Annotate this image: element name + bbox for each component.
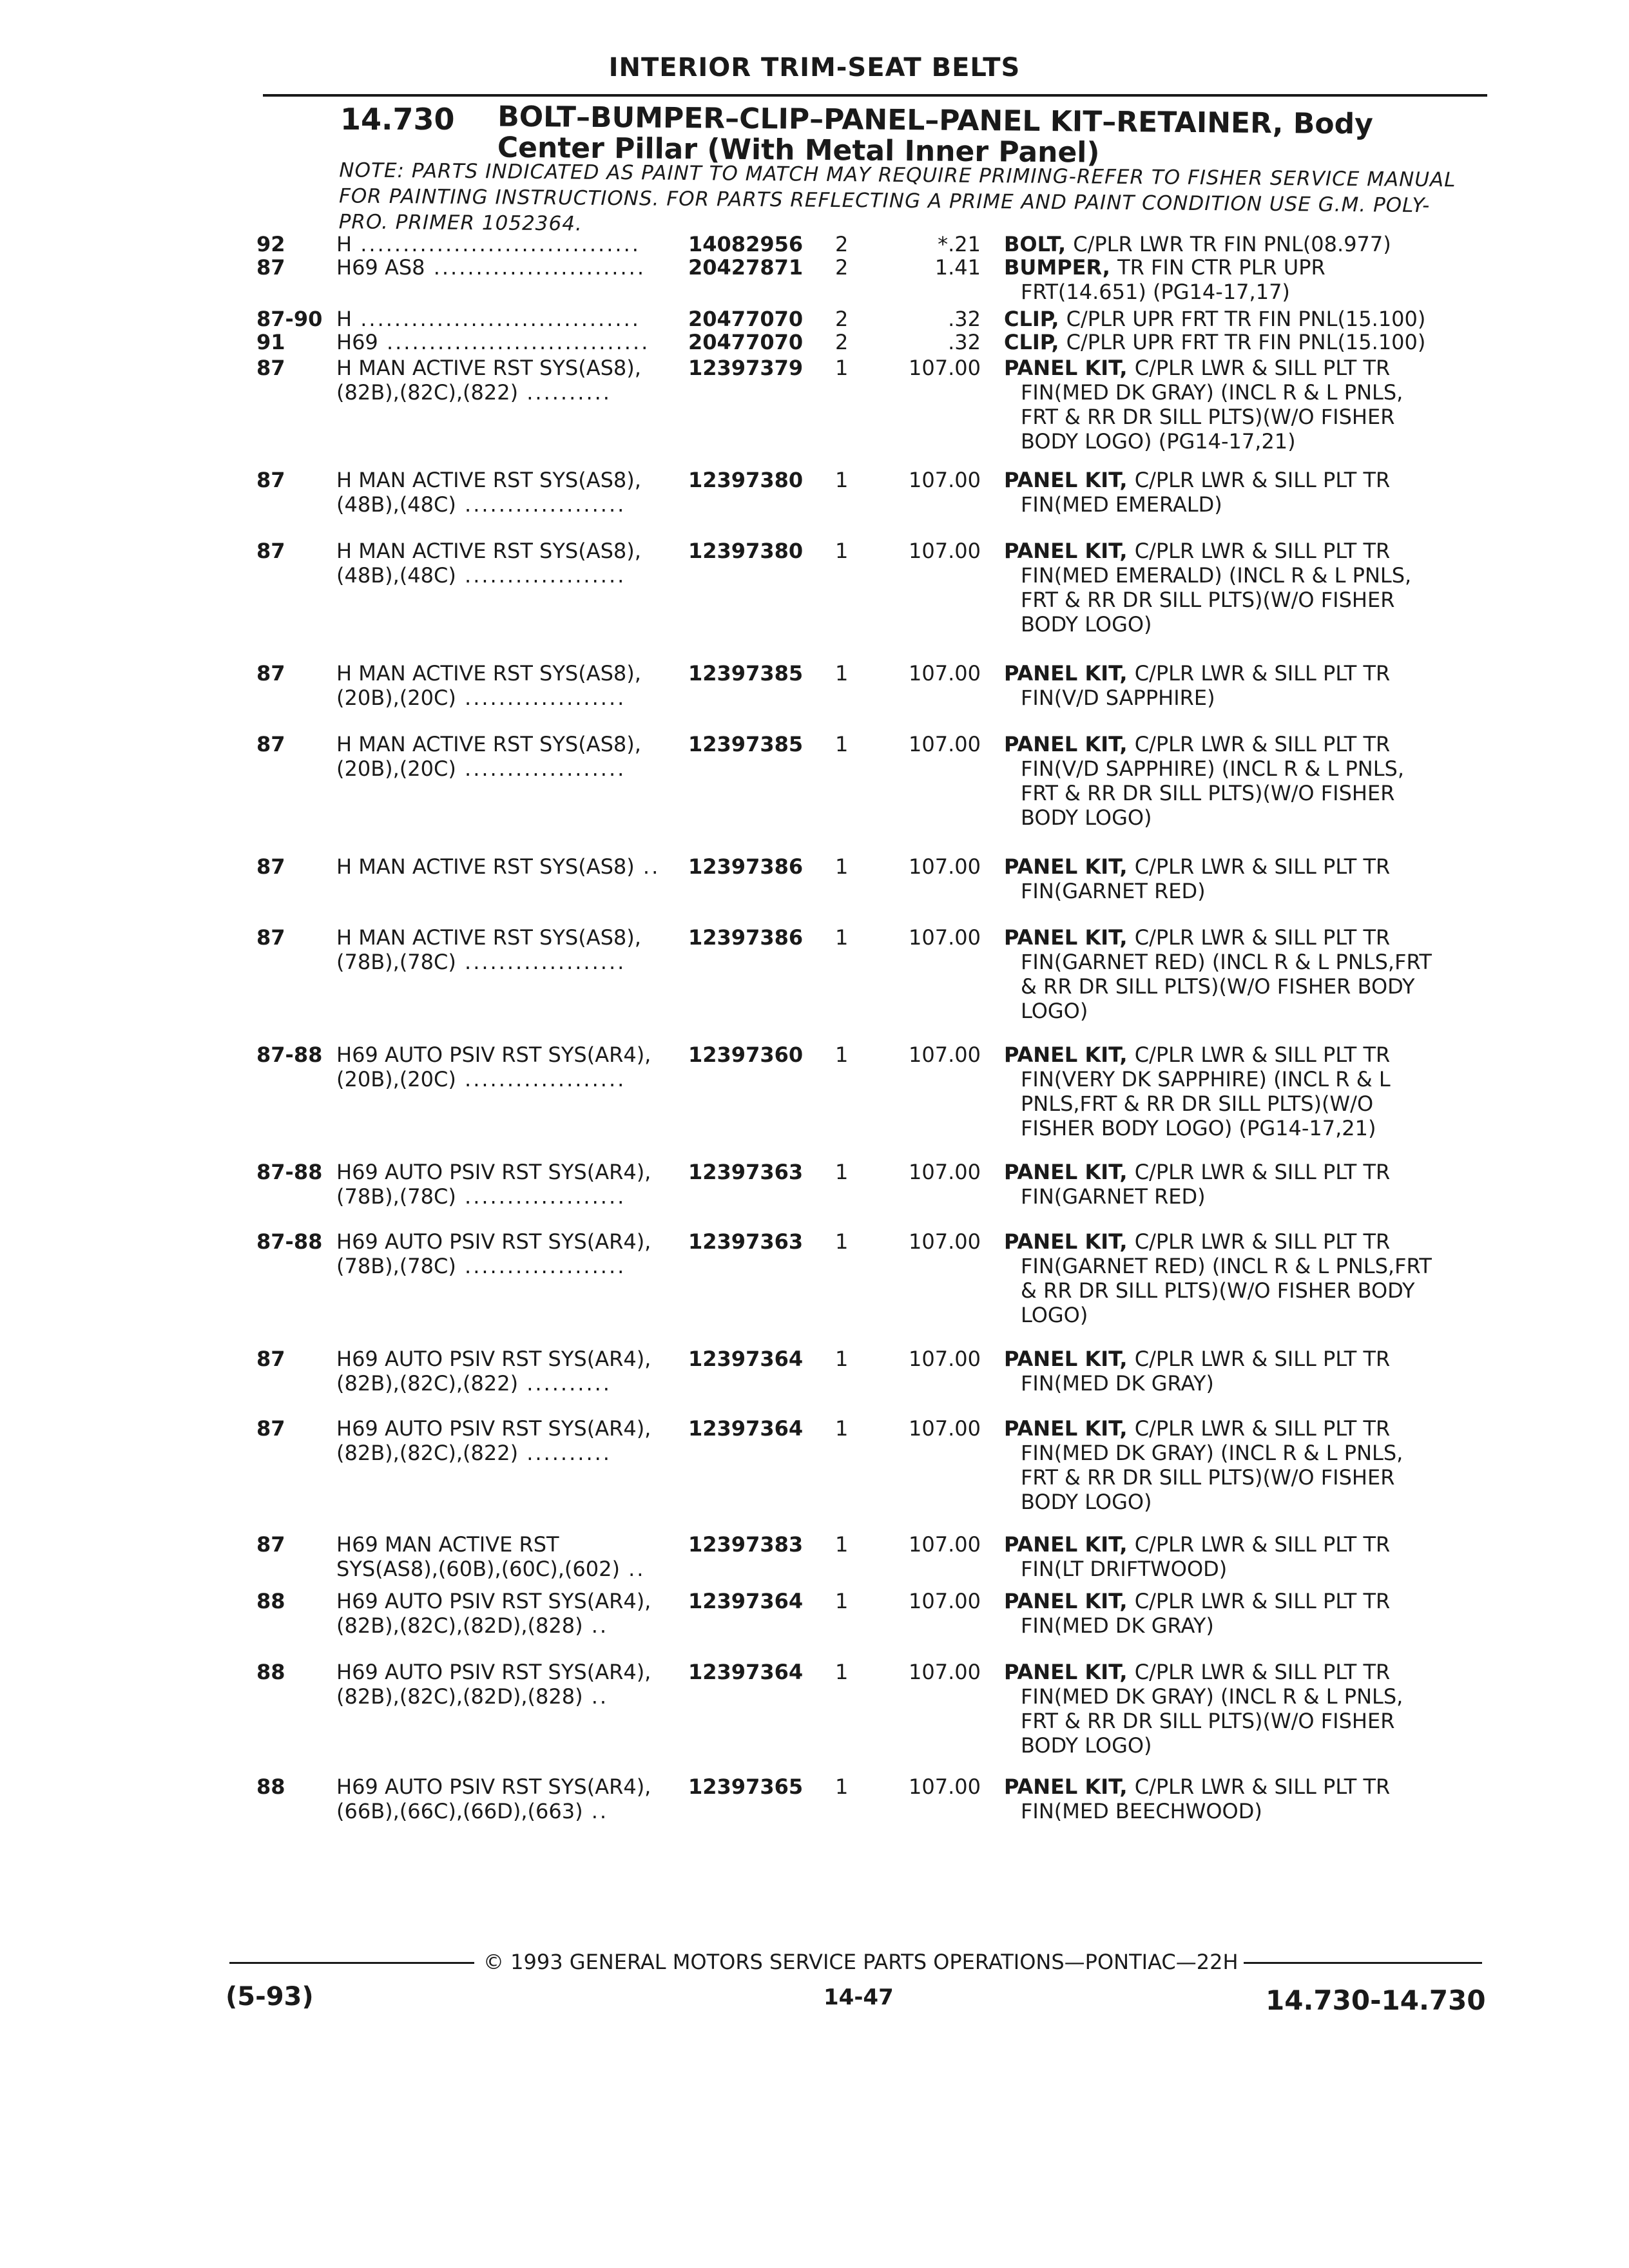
application-line: (82B),(82C),(82D),(828) .. <box>336 1613 609 1638</box>
application-line: (48B),(48C) ................... <box>336 563 626 588</box>
part-price: 107.00 <box>909 1416 981 1441</box>
description-line: PANEL KIT, C/PLR LWR & SILL PLT TR <box>1004 1043 1391 1067</box>
leader-dots: .......... <box>518 1371 612 1396</box>
description-line: FRT & RR DR SILL PLTS)(W/O FISHER <box>1021 1709 1395 1733</box>
part-description <box>1004 468 1481 517</box>
part-name: PANEL KIT, <box>1004 1043 1135 1067</box>
part-description <box>1004 732 1481 830</box>
leader-dots: ................... <box>456 1254 626 1278</box>
application-line: H69 AUTO PSIV RST SYS(AR4), <box>336 1589 651 1613</box>
part-year: 87 <box>256 539 285 563</box>
description-line: PANEL KIT, C/PLR LWR & SILL PLT TR <box>1004 925 1391 950</box>
part-price: 1.41 <box>934 255 981 280</box>
description-line: CLIP, C/PLR UPR FRT TR FIN PNL(15.100) <box>1004 330 1426 354</box>
description-line: FIN(MED DK GRAY) (INCL R & L PNLS, <box>1021 1684 1403 1709</box>
part-number: 12397363 <box>688 1160 804 1184</box>
application-line: SYS(AS8),(60B),(60C),(602) .. <box>336 1557 646 1581</box>
part-name: PANEL KIT, <box>1004 1416 1135 1441</box>
application-line: (82B),(82C),(822) .......... <box>336 1371 612 1396</box>
part-description <box>1004 539 1481 637</box>
part-description <box>1004 1416 1481 1514</box>
description-line: BODY LOGO) <box>1021 805 1152 830</box>
description-line: FIN(GARNET RED) <box>1021 1184 1206 1209</box>
part-application <box>336 1043 678 1091</box>
description-line: BODY LOGO) <box>1021 1733 1152 1758</box>
part-name: PANEL KIT, <box>1004 468 1135 492</box>
part-quantity: 1 <box>835 468 849 492</box>
description-line: FISHER BODY LOGO) (PG14-17,21) <box>1021 1116 1376 1140</box>
part-name: PANEL KIT, <box>1004 1589 1135 1613</box>
application-line: H ................................. <box>336 232 641 256</box>
part-name: PANEL KIT, <box>1004 1774 1135 1799</box>
footer-copyright: © 1993 GENERAL MOTORS SERVICE PARTS OPERATIONS—PONTIAC—22H <box>483 1950 1239 1974</box>
application-line: H69 AUTO PSIV RST SYS(AR4), <box>336 1774 651 1799</box>
application-line: H69 AUTO PSIV RST SYS(AR4), <box>336 1347 651 1371</box>
application-line: H69 AS8 ......................... <box>336 255 646 280</box>
description-line: FIN(MED DK GRAY) (INCL R & L PNLS, <box>1021 380 1403 405</box>
part-quantity: 1 <box>835 539 849 563</box>
application-line: H MAN ACTIVE RST SYS(AS8), <box>336 661 641 686</box>
footer-page-number: 14-47 <box>824 1984 894 2010</box>
description-line: FIN(VERY DK SAPPHIRE) (INCL R & L <box>1021 1067 1391 1091</box>
leader-dots: ................... <box>456 1184 626 1209</box>
description-line: FIN(V/D SAPPHIRE) <box>1021 686 1215 710</box>
description-line: PANEL KIT, C/PLR LWR & SILL PLT TR <box>1004 356 1391 380</box>
part-description <box>1004 307 1481 331</box>
application-line: H69 AUTO PSIV RST SYS(AR4), <box>336 1229 651 1254</box>
description-line: PANEL KIT, C/PLR LWR & SILL PLT TR <box>1004 468 1391 492</box>
leader-dots: ......................... <box>425 255 646 280</box>
part-application <box>336 468 678 517</box>
application-line: (82B),(82C),(822) .......... <box>336 380 612 405</box>
part-application <box>336 1589 678 1638</box>
description-line: BODY LOGO) <box>1021 1490 1152 1514</box>
part-quantity: 1 <box>835 1416 849 1441</box>
part-price: 107.00 <box>909 1589 981 1613</box>
description-line: PANEL KIT, C/PLR LWR & SILL PLT TR <box>1004 1589 1391 1613</box>
application-line: (82B),(82C),(82D),(828) .. <box>336 1684 609 1709</box>
section-title: BOLT–BUMPER–CLIP–PANEL–PANEL KIT–RETAINER, Body Center Pillar (With Metal Inner Panel) <box>497 100 1373 169</box>
part-number: 12397364 <box>688 1589 804 1613</box>
description-line: PANEL KIT, C/PLR LWR & SILL PLT TR <box>1004 1160 1391 1184</box>
part-price: 107.00 <box>909 854 981 879</box>
part-name: CLIP, <box>1004 330 1066 354</box>
part-description <box>1004 1774 1481 1823</box>
part-quantity: 1 <box>835 1532 849 1557</box>
application-line: H69 AUTO PSIV RST SYS(AR4), <box>336 1660 651 1684</box>
part-number: 12397380 <box>688 468 804 492</box>
part-year: 87-88 <box>256 1160 323 1184</box>
part-application <box>336 854 678 879</box>
description-line: FIN(MED DK GRAY) <box>1021 1371 1214 1396</box>
part-quantity: 1 <box>835 1043 849 1067</box>
part-name: PANEL KIT, <box>1004 925 1135 950</box>
part-number: 12397385 <box>688 732 804 756</box>
part-number: 12397365 <box>688 1774 804 1799</box>
leader-dots: .......... <box>518 380 612 405</box>
part-number: 12397360 <box>688 1043 804 1067</box>
part-price: 107.00 <box>909 925 981 950</box>
part-application <box>336 732 678 781</box>
application-line: H MAN ACTIVE RST SYS(AS8), <box>336 925 641 950</box>
application-line: H MAN ACTIVE RST SYS(AS8), <box>336 468 641 492</box>
application-line: H MAN ACTIVE RST SYS(AS8), <box>336 732 641 756</box>
application-line: H69 ............................... <box>336 330 650 354</box>
part-price: .32 <box>948 307 981 331</box>
part-application <box>336 1774 678 1823</box>
part-number: 12397379 <box>688 356 804 380</box>
part-year: 87 <box>256 854 285 879</box>
part-year: 87 <box>256 356 285 380</box>
part-year: 87 <box>256 661 285 686</box>
description-line: FRT & RR DR SILL PLTS)(W/O FISHER <box>1021 588 1395 612</box>
footer-section-range: 14.730-14.730 <box>1266 1984 1486 2016</box>
part-year: 87 <box>256 925 285 950</box>
application-line: (20B),(20C) ................... <box>336 756 626 781</box>
part-application <box>336 539 678 588</box>
application-line: (20B),(20C) ................... <box>336 686 626 710</box>
part-price: .32 <box>948 330 981 354</box>
leader-dots: ................................. <box>352 307 641 331</box>
application-line: (20B),(20C) ................... <box>336 1067 626 1091</box>
part-year: 87 <box>256 468 285 492</box>
description-line: BODY LOGO) <box>1021 612 1152 637</box>
description-line: & RR DR SILL PLTS)(W/O FISHER BODY <box>1021 1278 1415 1303</box>
part-year: 87-88 <box>256 1229 323 1254</box>
part-application <box>336 1532 678 1581</box>
part-number: 12397383 <box>688 1532 804 1557</box>
part-application <box>336 307 678 331</box>
leader-dots: .......... <box>518 1441 612 1465</box>
part-price: 107.00 <box>909 661 981 686</box>
application-line: H69 MAN ACTIVE RST <box>336 1532 559 1557</box>
description-line: PANEL KIT, C/PLR LWR & SILL PLT TR <box>1004 854 1391 879</box>
part-description <box>1004 1589 1481 1638</box>
part-name: BOLT, <box>1004 232 1074 256</box>
application-line: H ................................. <box>336 307 641 331</box>
part-quantity: 2 <box>835 330 849 354</box>
part-price: 107.00 <box>909 1660 981 1684</box>
part-description <box>1004 1532 1481 1581</box>
application-line: H69 AUTO PSIV RST SYS(AR4), <box>336 1416 651 1441</box>
part-name: PANEL KIT, <box>1004 1532 1135 1557</box>
application-line: H MAN ACTIVE RST SYS(AS8) .. <box>336 854 660 879</box>
part-year: 87 <box>256 1532 285 1557</box>
part-application <box>336 1660 678 1709</box>
leader-dots: ................... <box>456 1067 626 1091</box>
part-name: PANEL KIT, <box>1004 661 1135 686</box>
part-year: 87 <box>256 1347 285 1371</box>
description-line: FIN(GARNET RED) (INCL R & L PNLS,FRT <box>1021 1254 1432 1278</box>
leader-dots: .. <box>583 1799 609 1823</box>
application-line: (48B),(48C) ................... <box>336 492 626 517</box>
part-year: 87 <box>256 1416 285 1441</box>
footer-rule-right <box>1244 1962 1482 1964</box>
part-quantity: 1 <box>835 1160 849 1184</box>
part-number: 14082956 <box>688 232 804 256</box>
leader-dots: ................... <box>456 950 626 974</box>
part-description <box>1004 1347 1481 1396</box>
description-line: FIN(GARNET RED) (INCL R & L PNLS,FRT <box>1021 950 1432 974</box>
description-line: PANEL KIT, C/PLR LWR & SILL PLT TR <box>1004 1416 1391 1441</box>
part-description <box>1004 356 1481 454</box>
application-line: (78B),(78C) ................... <box>336 1254 626 1278</box>
description-line: BOLT, C/PLR LWR TR FIN PNL(08.977) <box>1004 232 1391 256</box>
section-number: 14.730 <box>340 102 455 137</box>
description-line: FIN(MED DK GRAY) <box>1021 1613 1214 1638</box>
part-year: 87-90 <box>256 307 323 331</box>
part-price: 107.00 <box>909 732 981 756</box>
part-description <box>1004 1660 1481 1758</box>
part-number: 12397385 <box>688 661 804 686</box>
part-application <box>336 356 678 405</box>
description-line: PANEL KIT, C/PLR LWR & SILL PLT TR <box>1004 1774 1391 1799</box>
description-line: FRT & RR DR SILL PLTS)(W/O FISHER <box>1021 405 1395 429</box>
part-price: 107.00 <box>909 1532 981 1557</box>
application-line: H69 AUTO PSIV RST SYS(AR4), <box>336 1043 651 1067</box>
part-description <box>1004 661 1481 710</box>
part-number: 20427871 <box>688 255 804 280</box>
part-number: 12397386 <box>688 854 804 879</box>
part-name: PANEL KIT, <box>1004 732 1135 756</box>
description-line: PANEL KIT, C/PLR LWR & SILL PLT TR <box>1004 1347 1391 1371</box>
part-application <box>336 330 678 354</box>
part-quantity: 1 <box>835 925 849 950</box>
description-line: LOGO) <box>1021 1303 1088 1327</box>
part-quantity: 1 <box>835 1774 849 1799</box>
part-price: 107.00 <box>909 1160 981 1184</box>
part-number: 12397386 <box>688 925 804 950</box>
leader-dots: .. <box>619 1557 646 1581</box>
part-description <box>1004 330 1481 354</box>
part-description <box>1004 1043 1481 1140</box>
part-quantity: 1 <box>835 1589 849 1613</box>
part-price: 107.00 <box>909 539 981 563</box>
part-name: PANEL KIT, <box>1004 1229 1135 1254</box>
part-quantity: 2 <box>835 307 849 331</box>
part-description <box>1004 1229 1481 1327</box>
description-line: CLIP, C/PLR UPR FRT TR FIN PNL(15.100) <box>1004 307 1426 331</box>
footer-date-code: (5-93) <box>226 1982 314 2012</box>
part-quantity: 2 <box>835 255 849 280</box>
part-number: 12397364 <box>688 1660 804 1684</box>
part-price: *.21 <box>938 232 981 256</box>
leader-dots: .. <box>583 1613 609 1638</box>
part-number: 12397363 <box>688 1229 804 1254</box>
painting-note: NOTE: PARTS INDICATED AS PAINT TO MATCH MAY REQUIRE PRIMING-REFER TO FISHER SERVICE MANUAL FOR PAINTING INSTRUCTIONS. FOR PARTS REFLECTING A PRIME AND PAINT CONDITION USE G.M. POLY-PRO. PRIMER 1052364. <box>338 159 1456 236</box>
part-quantity: 1 <box>835 854 849 879</box>
part-price: 107.00 <box>909 1347 981 1371</box>
description-line: PANEL KIT, C/PLR LWR & SILL PLT TR <box>1004 1532 1391 1557</box>
description-line: PANEL KIT, C/PLR LWR & SILL PLT TR <box>1004 1660 1391 1684</box>
part-name: PANEL KIT, <box>1004 1660 1135 1684</box>
leader-dots: ................... <box>456 492 626 517</box>
description-line: PANEL KIT, C/PLR LWR & SILL PLT TR <box>1004 732 1391 756</box>
part-name: PANEL KIT, <box>1004 356 1135 380</box>
part-quantity: 1 <box>835 1660 849 1684</box>
part-price: 107.00 <box>909 468 981 492</box>
part-name: BUMPER, <box>1004 255 1118 280</box>
part-application <box>336 1160 678 1209</box>
description-line: & RR DR SILL PLTS)(W/O FISHER BODY <box>1021 974 1415 999</box>
part-name: PANEL KIT, <box>1004 1347 1135 1371</box>
leader-dots: .. <box>634 854 660 879</box>
part-application <box>336 1416 678 1465</box>
part-year: 91 <box>256 330 285 354</box>
part-quantity: 1 <box>835 732 849 756</box>
part-year: 87-88 <box>256 1043 323 1067</box>
description-line: PNLS,FRT & RR DR SILL PLTS)(W/O <box>1021 1091 1374 1116</box>
part-description <box>1004 232 1481 256</box>
footer-rule-left <box>229 1962 474 1964</box>
description-line: LOGO) <box>1021 999 1088 1023</box>
page-header-title: INTERIOR TRIM-SEAT BELTS <box>608 53 1021 82</box>
application-line: (82B),(82C),(822) .......... <box>336 1441 612 1465</box>
part-application <box>336 232 678 256</box>
part-description <box>1004 1160 1481 1209</box>
description-line: FIN(GARNET RED) <box>1021 879 1206 903</box>
part-quantity: 2 <box>835 232 849 256</box>
part-quantity: 1 <box>835 356 849 380</box>
application-line: H69 AUTO PSIV RST SYS(AR4), <box>336 1160 651 1184</box>
application-line: H MAN ACTIVE RST SYS(AS8), <box>336 539 641 563</box>
part-application <box>336 1229 678 1278</box>
description-line: PANEL KIT, C/PLR LWR & SILL PLT TR <box>1004 1229 1391 1254</box>
description-line: FIN(LT DRIFTWOOD) <box>1021 1557 1228 1581</box>
part-application <box>336 661 678 710</box>
part-name: PANEL KIT, <box>1004 539 1135 563</box>
part-application <box>336 925 678 974</box>
application-line: H MAN ACTIVE RST SYS(AS8), <box>336 356 641 380</box>
description-line: FIN(MED BEECHWOOD) <box>1021 1799 1262 1823</box>
description-line: FIN(MED EMERALD) (INCL R & L PNLS, <box>1021 563 1412 588</box>
description-line: FIN(MED EMERALD) <box>1021 492 1222 517</box>
leader-dots: .. <box>583 1684 609 1709</box>
application-line: (78B),(78C) ................... <box>336 950 626 974</box>
description-line: FRT(14.651) (PG14-17,17) <box>1021 280 1290 304</box>
description-line: FRT & RR DR SILL PLTS)(W/O FISHER <box>1021 781 1395 805</box>
part-number: 20477070 <box>688 307 804 331</box>
part-year: 87 <box>256 732 285 756</box>
leader-dots: ................... <box>456 686 626 710</box>
part-quantity: 1 <box>835 1229 849 1254</box>
description-line: PANEL KIT, C/PLR LWR & SILL PLT TR <box>1004 539 1391 563</box>
part-year: 88 <box>256 1660 285 1684</box>
description-line: FRT & RR DR SILL PLTS)(W/O FISHER <box>1021 1465 1395 1490</box>
part-description <box>1004 854 1481 903</box>
part-year: 92 <box>256 232 285 256</box>
description-line: FIN(V/D SAPPHIRE) (INCL R & L PNLS, <box>1021 756 1405 781</box>
part-price: 107.00 <box>909 1229 981 1254</box>
leader-dots: ................................. <box>352 232 641 256</box>
part-application <box>336 1347 678 1396</box>
part-application <box>336 255 678 280</box>
part-quantity: 1 <box>835 661 849 686</box>
description-line: BODY LOGO) (PG14-17,21) <box>1021 429 1296 454</box>
part-number: 12397380 <box>688 539 804 563</box>
part-price: 107.00 <box>909 1774 981 1799</box>
part-price: 107.00 <box>909 356 981 380</box>
part-price: 107.00 <box>909 1043 981 1067</box>
part-name: PANEL KIT, <box>1004 854 1135 879</box>
part-description <box>1004 925 1481 1023</box>
part-name: CLIP, <box>1004 307 1066 331</box>
description-line: PANEL KIT, C/PLR LWR & SILL PLT TR <box>1004 661 1391 686</box>
description-line: BUMPER, TR FIN CTR PLR UPR <box>1004 255 1325 280</box>
part-year: 88 <box>256 1589 285 1613</box>
part-number: 12397364 <box>688 1416 804 1441</box>
leader-dots: ................... <box>456 756 626 781</box>
leader-dots: ............................... <box>378 330 650 354</box>
part-name: PANEL KIT, <box>1004 1160 1135 1184</box>
description-line: FIN(MED DK GRAY) (INCL R & L PNLS, <box>1021 1441 1403 1465</box>
application-line: (78B),(78C) ................... <box>336 1184 626 1209</box>
part-number: 20477070 <box>688 330 804 354</box>
part-number: 12397364 <box>688 1347 804 1371</box>
leader-dots: ................... <box>456 563 626 588</box>
part-year: 88 <box>256 1774 285 1799</box>
part-quantity: 1 <box>835 1347 849 1371</box>
part-year: 87 <box>256 255 285 280</box>
part-description <box>1004 255 1481 304</box>
application-line: (66B),(66C),(66D),(663) .. <box>336 1799 609 1823</box>
